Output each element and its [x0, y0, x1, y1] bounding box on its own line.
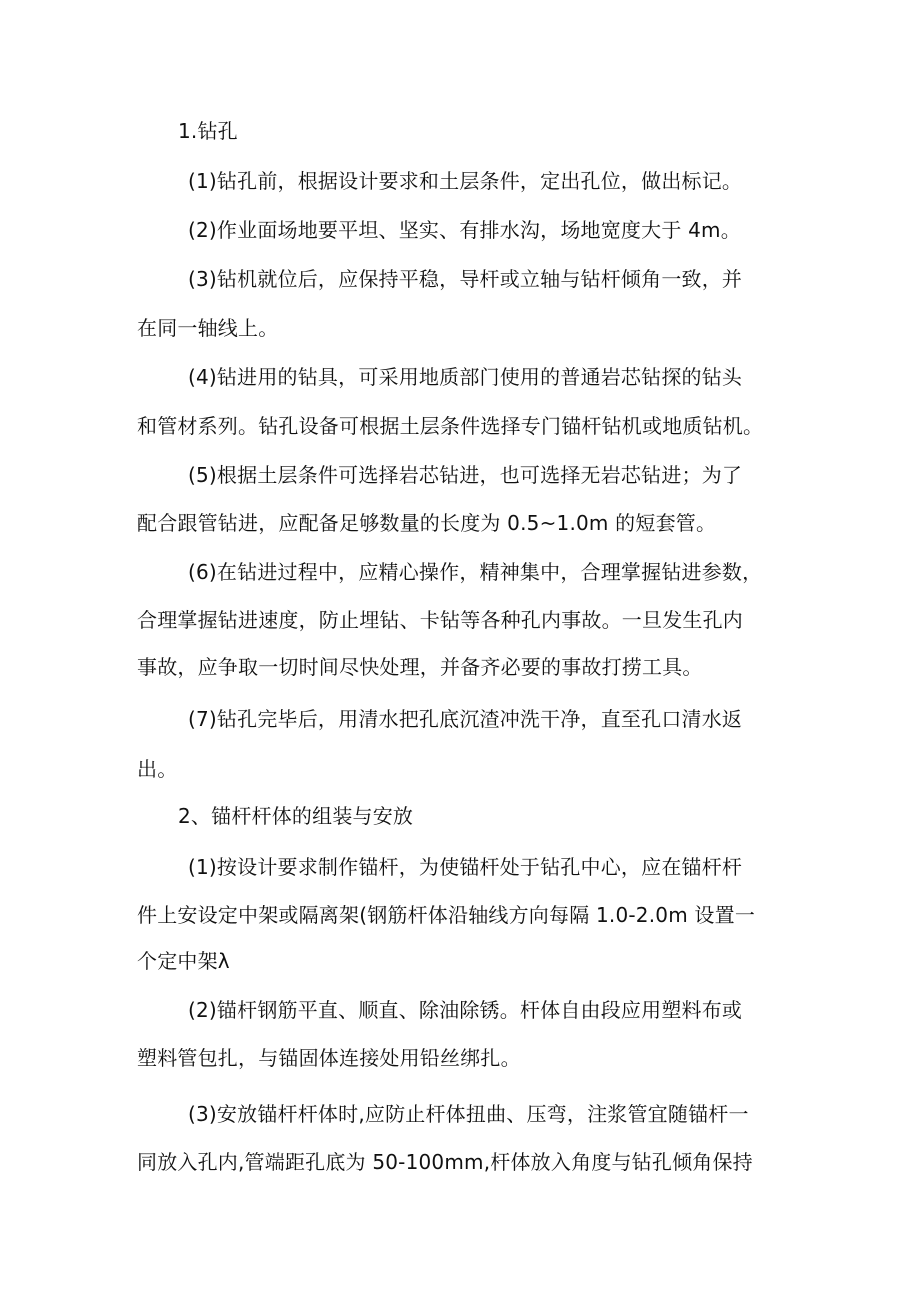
- paragraph-3-line-1: (3)钻机就位后，应保持平稳，导杆或立轴与钻杆倾角一致，并: [188, 267, 743, 291]
- paragraph-10-line-1: (3)安放锚杆杆体时,应防止杆体扭曲、压弯，注浆管宜随锚杆一: [188, 1102, 749, 1126]
- paragraph-9-line-1: (2)锚杆钢筋平直、顺直、除油除锈。杆体自由段应用塑料布或: [188, 998, 743, 1022]
- paragraph-2-line-1: (2)作业面场地要平坦、坚实、有排水沟，场地宽度大于 4m。: [188, 218, 741, 242]
- paragraph-8-line-3: 个定中架λ: [137, 949, 230, 973]
- paragraph-5-line-1: (5)根据土层条件可选择岩芯钻进，也可选择无岩芯钻进；为了: [188, 463, 743, 487]
- paragraph-10-line-2: 同放入孔内,管端距孔底为 50-100mm,杆体放入角度与钻孔倾角保持: [137, 1150, 753, 1174]
- section-heading-anchor-assembly: 2、锚杆杆体的组装与安放: [178, 804, 414, 828]
- paragraph-3-line-2: 在同一轴线上。: [137, 316, 279, 340]
- paragraph-6-line-3: 事故，应争取一切时间尽快处理，并备齐必要的事故打捞工具。: [137, 655, 703, 679]
- paragraph-6-line-2: 合理掌握钻进速度，防止埋钻、卡钻等各种孔内事故。一旦发生孔内: [137, 608, 743, 632]
- paragraph-8-line-1: (1)按设计要求制作锚杆，为使锚杆处于钻孔中心，应在锚杆杆: [188, 855, 743, 879]
- section-heading-drilling: 1.钻孔: [178, 119, 238, 143]
- paragraph-6-line-1: (6)在钻进过程中，应精心操作，精神集中，合理掌握钻进参数，: [188, 560, 763, 584]
- paragraph-9-line-2: 塑料管包扎，与锚固体连接处用铅丝绑扎。: [137, 1046, 521, 1070]
- paragraph-4-line-1: (4)钻进用的钻具，可采用地质部门使用的普通岩芯钻探的钻头: [188, 365, 743, 389]
- paragraph-8-line-2: 件上安设定中架或隔离架(钢筋杆体沿轴线方向每隔 1.0-2.0m 设置一: [137, 903, 756, 927]
- paragraph-1-line-1: (1)钻孔前，根据设计要求和土层条件，定出孔位，做出标记。: [188, 169, 743, 193]
- paragraph-7-line-1: (7)钻孔完毕后，用清水把孔底沉渣冲洗干净，直至孔口清水返: [188, 707, 743, 731]
- paragraph-5-line-2: 配合跟管钻进，应配备足够数量的长度为 0.5~1.0m 的短套管。: [137, 511, 717, 535]
- paragraph-7-line-2: 出。: [137, 757, 178, 781]
- paragraph-4-line-2: 和管材系列。钻孔设备可根据土层条件选择专门锚杆钻机或地质钻机。: [137, 414, 764, 438]
